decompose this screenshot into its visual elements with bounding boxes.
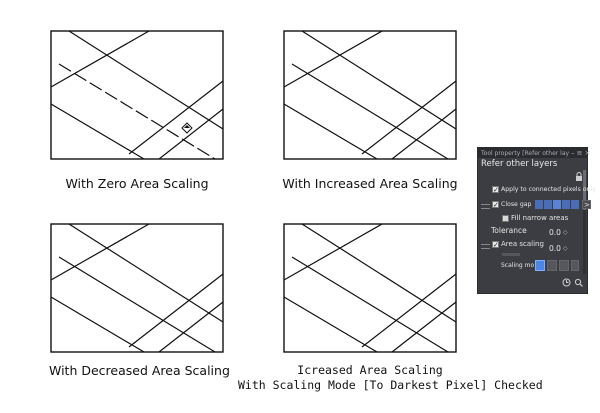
scaling-mode-dropdown-icon[interactable]	[571, 260, 579, 271]
reset-icon[interactable]	[562, 278, 571, 287]
area-scaling-value[interactable]: 0.0	[549, 244, 561, 253]
close-gap-level[interactable]	[562, 200, 571, 209]
close-gap-level[interactable]	[553, 200, 562, 209]
tolerance-label	[491, 226, 527, 235]
lock-icon[interactable]	[575, 172, 583, 181]
close-gap-label: Close gap	[501, 201, 532, 208]
diagram-zero-area-scaling	[49, 29, 225, 161]
diagram-decreased-area-scaling	[49, 222, 225, 354]
settings-icon[interactable]	[574, 278, 583, 287]
close-gap-level[interactable]	[544, 200, 553, 209]
scaling-mode-edge-button[interactable]	[547, 260, 557, 271]
close-gap-checkbox[interactable]: ✓	[493, 201, 499, 209]
scaling-mode-label	[501, 262, 534, 269]
close-gap-level[interactable]	[571, 200, 580, 209]
fill-narrow-label: Fill narrow areas	[511, 214, 569, 222]
minimize-icon[interactable]: –	[571, 148, 575, 157]
close-gap-row[interactable]	[492, 200, 591, 209]
diagram-darkest-pixel-scaling	[282, 222, 458, 354]
bucket-cursor-icon	[180, 122, 194, 134]
tolerance-label-text: Tolerance	[491, 226, 527, 235]
spin-icon[interactable]: ◇	[562, 245, 568, 252]
tolerance-field[interactable]	[549, 228, 568, 237]
caption-darkest-line1: Icreased Area Scaling	[297, 363, 443, 377]
caption-decreased-area-scaling: With Decreased Area Scaling	[49, 363, 230, 378]
area-scaling-slider[interactable]	[502, 253, 520, 256]
tool-property-panel	[477, 147, 596, 294]
area-scaling-checkbox[interactable]: ✓	[493, 240, 499, 249]
area-scaling-expand-icon[interactable]	[481, 244, 490, 249]
scaling-mode-label-text: Scaling mo	[501, 262, 535, 269]
spin-icon[interactable]: ◇	[562, 229, 568, 236]
apply-connected-label: Apply to connected pixels only	[501, 186, 596, 193]
fill-narrow-row[interactable]	[502, 214, 568, 222]
area-scaling-label: Area scaling	[501, 240, 544, 248]
area-scaling-field[interactable]	[549, 244, 568, 253]
close-gap-next-button[interactable]: >	[584, 201, 590, 209]
close-icon[interactable]: ×	[584, 148, 591, 157]
area-scaling-row[interactable]	[492, 240, 544, 248]
fill-narrow-checkbox[interactable]	[502, 215, 509, 222]
panel-titlebar[interactable]	[478, 148, 591, 158]
panel-subtitle: Refer other layers	[481, 159, 558, 169]
diagram-increased-area-scaling	[282, 29, 458, 161]
caption-increased-area-scaling: With Increased Area Scaling	[282, 176, 458, 191]
apply-connected-checkbox[interactable]: ✓	[493, 186, 499, 194]
scaling-mode-darkest-pixel-button[interactable]	[535, 260, 545, 271]
apply-connected-row[interactable]	[492, 186, 596, 193]
close-gap-level-selector[interactable]	[535, 200, 580, 209]
panel-title: Tool property [Refer other lay	[481, 149, 570, 157]
menu-icon[interactable]: ≡	[576, 148, 583, 157]
close-gap-level[interactable]	[535, 200, 544, 209]
caption-zero-area-scaling: With Zero Area Scaling	[65, 176, 209, 191]
tolerance-value[interactable]: 0.0	[549, 228, 561, 237]
close-gap-expand-icon[interactable]	[481, 204, 490, 209]
scaling-mode-option-button[interactable]	[559, 260, 569, 271]
caption-darkest-line2: With Scaling Mode [To Darkest Pixel] Checked	[238, 378, 543, 392]
